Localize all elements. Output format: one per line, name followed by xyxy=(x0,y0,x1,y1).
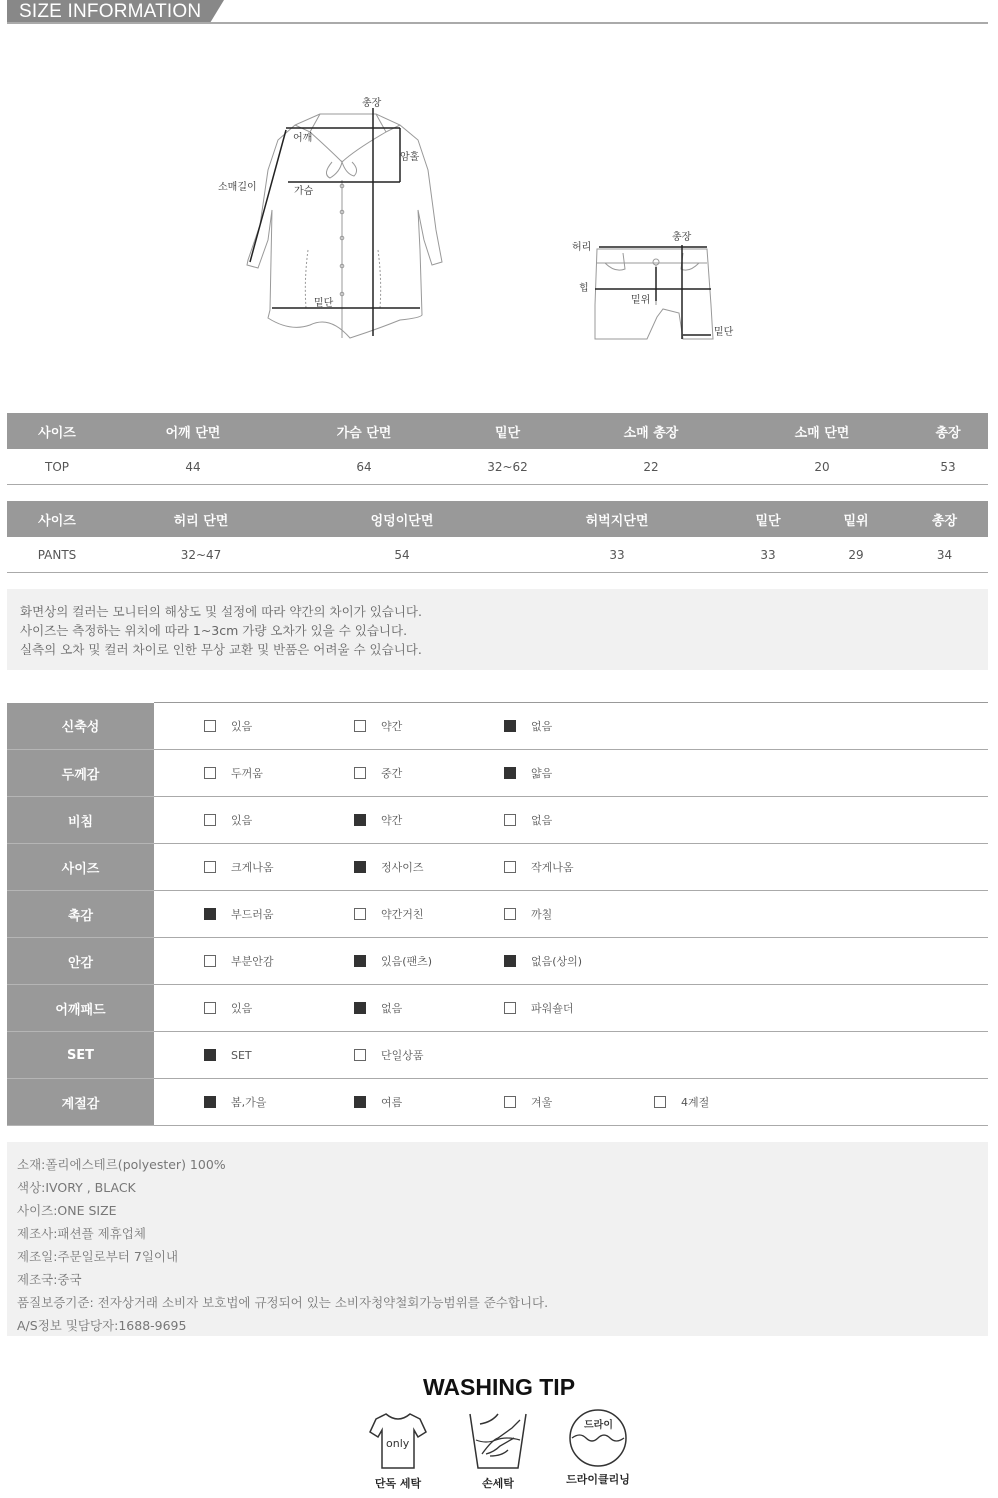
unchecked-box-icon xyxy=(654,1096,666,1108)
attribute-option xyxy=(504,1094,552,1110)
cell: 33 xyxy=(509,537,725,573)
checked-box-icon xyxy=(354,1096,366,1108)
unchecked-box-icon xyxy=(504,861,516,873)
attribute-option xyxy=(204,718,252,734)
top-size-diagram xyxy=(200,90,460,350)
only-badge: only xyxy=(386,1437,410,1450)
attribute-option-label: 정사이즈 xyxy=(381,861,424,874)
attribute-row xyxy=(7,891,988,938)
attribute-option xyxy=(354,906,424,922)
pants-hem-label: 밑단 xyxy=(714,327,734,338)
top-hem-label: 밑단 xyxy=(314,298,334,309)
checked-box-icon xyxy=(354,1002,366,1014)
attribute-option-label: 약간 xyxy=(381,720,403,733)
tshirt-only-icon xyxy=(368,1410,428,1474)
checked-box-icon xyxy=(204,1096,216,1108)
washing-title: WASHING TIP xyxy=(422,1374,576,1400)
top-length-label: 총장 xyxy=(362,98,382,109)
unchecked-box-icon xyxy=(204,767,216,779)
attribute-row xyxy=(7,703,988,750)
attribute-option-label: 약간거친 xyxy=(381,908,424,921)
col-header: 소매 총장 xyxy=(566,413,736,449)
unchecked-box-icon xyxy=(204,814,216,826)
checked-box-icon xyxy=(204,1049,216,1061)
attribute-label: 어깨패드 xyxy=(7,985,154,1032)
col-header: 허벅지단면 xyxy=(509,501,725,537)
top-sleeve-label: 소매길이 xyxy=(218,182,257,193)
info-line: 사이즈:ONE SIZE xyxy=(17,1203,117,1218)
attribute-option-label: 없음 xyxy=(531,814,553,827)
unchecked-box-icon xyxy=(354,908,366,920)
col-header: 어깨 단면 xyxy=(107,413,279,449)
attribute-options xyxy=(154,1032,988,1079)
attribute-row xyxy=(7,797,988,844)
attribute-option xyxy=(204,812,252,828)
wash-label-hand: 손세탁 xyxy=(482,1477,514,1490)
notice-box xyxy=(7,589,988,670)
attribute-option-label: 있음 xyxy=(231,720,253,733)
attribute-label: 두께감 xyxy=(7,750,154,797)
attribute-label: 신축성 xyxy=(7,703,154,750)
notice-line: 실측의 오차 및 컬러 차이로 인한 무상 교환 및 반품은 어려울 수 있습니다. xyxy=(20,642,422,657)
table-row xyxy=(7,537,988,573)
info-line: 소재:폴리에스테르(polyester) 100% xyxy=(17,1157,226,1172)
attribute-options xyxy=(154,844,988,891)
attribute-option-label: 있음 xyxy=(231,814,253,827)
attribute-options xyxy=(154,891,988,938)
attribute-option-label: 파워숄더 xyxy=(531,1002,574,1015)
attribute-options xyxy=(154,750,988,797)
attribute-option xyxy=(504,718,552,734)
cell: 54 xyxy=(295,537,509,573)
attribute-option xyxy=(504,906,552,922)
checked-box-icon xyxy=(504,767,516,779)
attribute-option xyxy=(504,859,574,875)
info-line: 색상:IVORY , BLACK xyxy=(17,1180,136,1195)
attribute-option-label: 두꺼움 xyxy=(231,767,263,780)
unchecked-box-icon xyxy=(504,908,516,920)
attribute-option-label: 얇음 xyxy=(531,767,553,780)
cell: 32~47 xyxy=(107,537,295,573)
info-line: 제조사:패션플 제휴업체 xyxy=(17,1226,146,1241)
attribute-label: SET xyxy=(7,1032,154,1079)
attribute-option-label: 없음 xyxy=(381,1002,403,1015)
attribute-option-label: 있음 xyxy=(231,1002,253,1015)
dry-badge: 드라이 xyxy=(584,1420,613,1431)
section-title: SIZE INFORMATION xyxy=(19,1,202,22)
attribute-option xyxy=(504,953,582,969)
cell: 44 xyxy=(107,449,279,485)
cell: 20 xyxy=(736,449,908,485)
col-header: 밑단 xyxy=(725,501,811,537)
unchecked-box-icon xyxy=(204,720,216,732)
attribute-option-label: 있음(팬츠) xyxy=(381,955,433,968)
attribute-option xyxy=(354,859,424,875)
pants-size-table xyxy=(7,501,988,573)
attribute-option-label: 크게나옴 xyxy=(231,861,274,874)
col-header: 밑단 xyxy=(449,413,566,449)
attribute-option-label: 4계절 xyxy=(681,1096,710,1109)
attribute-options xyxy=(154,703,988,750)
attribute-option-label: 겨울 xyxy=(531,1096,553,1109)
top-size-table xyxy=(7,413,988,485)
checked-box-icon xyxy=(504,720,516,732)
attribute-options xyxy=(154,797,988,844)
checked-box-icon xyxy=(204,908,216,920)
attribute-option-label: 까칠 xyxy=(531,908,553,921)
attribute-option xyxy=(354,812,402,828)
attribute-row xyxy=(7,1032,988,1079)
attribute-label: 계절감 xyxy=(7,1079,154,1126)
checked-box-icon xyxy=(354,814,366,826)
attribute-row xyxy=(7,1079,988,1126)
attribute-table xyxy=(7,702,988,1126)
col-header: 엉덩이단면 xyxy=(295,501,509,537)
attribute-option xyxy=(204,1000,252,1016)
section-header-tab-edge xyxy=(210,0,224,23)
product-info-box xyxy=(7,1142,988,1336)
checked-box-icon xyxy=(354,955,366,967)
pants-hip-label: 힙 xyxy=(579,283,589,294)
attribute-option xyxy=(354,765,402,781)
cell: TOP xyxy=(7,449,107,485)
attribute-option-label: SET xyxy=(231,1048,252,1062)
attribute-options xyxy=(154,938,988,985)
attribute-option-label: 없음(상의) xyxy=(531,955,583,968)
cell: 34 xyxy=(901,537,988,573)
unchecked-box-icon xyxy=(204,955,216,967)
attribute-label: 촉감 xyxy=(7,891,154,938)
dry-clean-icon xyxy=(568,1408,630,1470)
hand-wash-icon xyxy=(468,1410,528,1474)
attribute-option-label: 부드러움 xyxy=(231,908,274,921)
col-header: 총장 xyxy=(901,501,988,537)
wash-label-single: 단독 세탁 xyxy=(374,1477,422,1490)
attribute-option xyxy=(204,859,274,875)
attribute-option-label: 여름 xyxy=(381,1096,403,1109)
col-header: 소매 단면 xyxy=(736,413,908,449)
attribute-option xyxy=(204,1047,252,1063)
info-line: 제조일:주문일로부터 7일이내 xyxy=(17,1249,179,1264)
attribute-option-label: 없음 xyxy=(531,720,553,733)
top-shoulder-label: 어깨 xyxy=(293,133,313,144)
attribute-options xyxy=(154,1079,988,1126)
notice-line: 화면상의 컬러는 모니터의 해상도 및 설정에 따라 약간의 차이가 있습니다. xyxy=(20,604,422,619)
attribute-option xyxy=(504,765,552,781)
attribute-option-label: 단일상품 xyxy=(381,1049,424,1062)
attribute-options xyxy=(154,985,988,1032)
checked-box-icon xyxy=(354,861,366,873)
cell: 53 xyxy=(908,449,988,485)
unchecked-box-icon xyxy=(504,1096,516,1108)
attribute-row xyxy=(7,985,988,1032)
attribute-option-label: 봄,가을 xyxy=(231,1096,267,1109)
pants-length-label: 총장 xyxy=(672,232,692,243)
attribute-option xyxy=(354,1094,402,1110)
attribute-option xyxy=(504,1000,574,1016)
cell: 64 xyxy=(279,449,449,485)
col-header: 사이즈 xyxy=(7,501,107,537)
cell: 33 xyxy=(725,537,811,573)
cell: 29 xyxy=(811,537,901,573)
attribute-option xyxy=(354,953,432,969)
attribute-label: 사이즈 xyxy=(7,844,154,891)
cell: 32~62 xyxy=(449,449,566,485)
table-header-row xyxy=(7,501,988,537)
attribute-option xyxy=(204,1094,266,1110)
cell: 22 xyxy=(566,449,736,485)
cell: PANTS xyxy=(7,537,107,573)
attribute-option-label: 중간 xyxy=(381,767,403,780)
unchecked-box-icon xyxy=(204,861,216,873)
info-line: 제조국:중국 xyxy=(17,1272,82,1287)
attribute-label: 비침 xyxy=(7,797,154,844)
checked-box-icon xyxy=(504,955,516,967)
attribute-option xyxy=(504,812,552,828)
col-header: 가슴 단면 xyxy=(279,413,449,449)
attribute-option-label: 약간 xyxy=(381,814,403,827)
attribute-option xyxy=(204,906,274,922)
info-line: A/S정보 및담당자:1688-9695 xyxy=(17,1318,187,1333)
unchecked-box-icon xyxy=(354,767,366,779)
col-header: 허리 단면 xyxy=(107,501,295,537)
attribute-option-label: 부분안감 xyxy=(231,955,274,968)
attribute-option xyxy=(654,1094,709,1110)
attribute-option xyxy=(204,765,263,781)
pants-rise-label: 밑위 xyxy=(631,295,651,306)
info-line: 품질보증기준: 전자상거래 소비자 보호법에 규정되어 있는 소비자청약철회가능범위를 준수합니다. xyxy=(17,1295,549,1310)
pants-size-diagram xyxy=(565,225,745,350)
attribute-option xyxy=(354,1047,424,1063)
pants-waist-label: 허리 xyxy=(572,242,592,253)
wash-label-dry: 드라이클리닝 xyxy=(566,1473,630,1486)
col-header: 총장 xyxy=(908,413,988,449)
table-header-row xyxy=(7,413,988,449)
table-row xyxy=(7,449,988,485)
attribute-row xyxy=(7,938,988,985)
attribute-option-label: 작게나옴 xyxy=(531,861,574,874)
col-header: 사이즈 xyxy=(7,413,107,449)
attribute-row xyxy=(7,750,988,797)
top-armhole-label: 암홀 xyxy=(400,152,420,163)
unchecked-box-icon xyxy=(204,1002,216,1014)
attribute-label: 안감 xyxy=(7,938,154,985)
unchecked-box-icon xyxy=(354,1049,366,1061)
attribute-row xyxy=(7,844,988,891)
unchecked-box-icon xyxy=(504,814,516,826)
col-header: 밑위 xyxy=(811,501,901,537)
unchecked-box-icon xyxy=(354,720,366,732)
attribute-option xyxy=(354,718,402,734)
attribute-option xyxy=(354,1000,402,1016)
unchecked-box-icon xyxy=(504,1002,516,1014)
top-chest-label: 가슴 xyxy=(294,186,314,197)
attribute-option xyxy=(204,953,274,969)
notice-line: 사이즈는 측정하는 위치에 따라 1~3cm 가량 오차가 있을 수 있습니다. xyxy=(20,623,408,638)
